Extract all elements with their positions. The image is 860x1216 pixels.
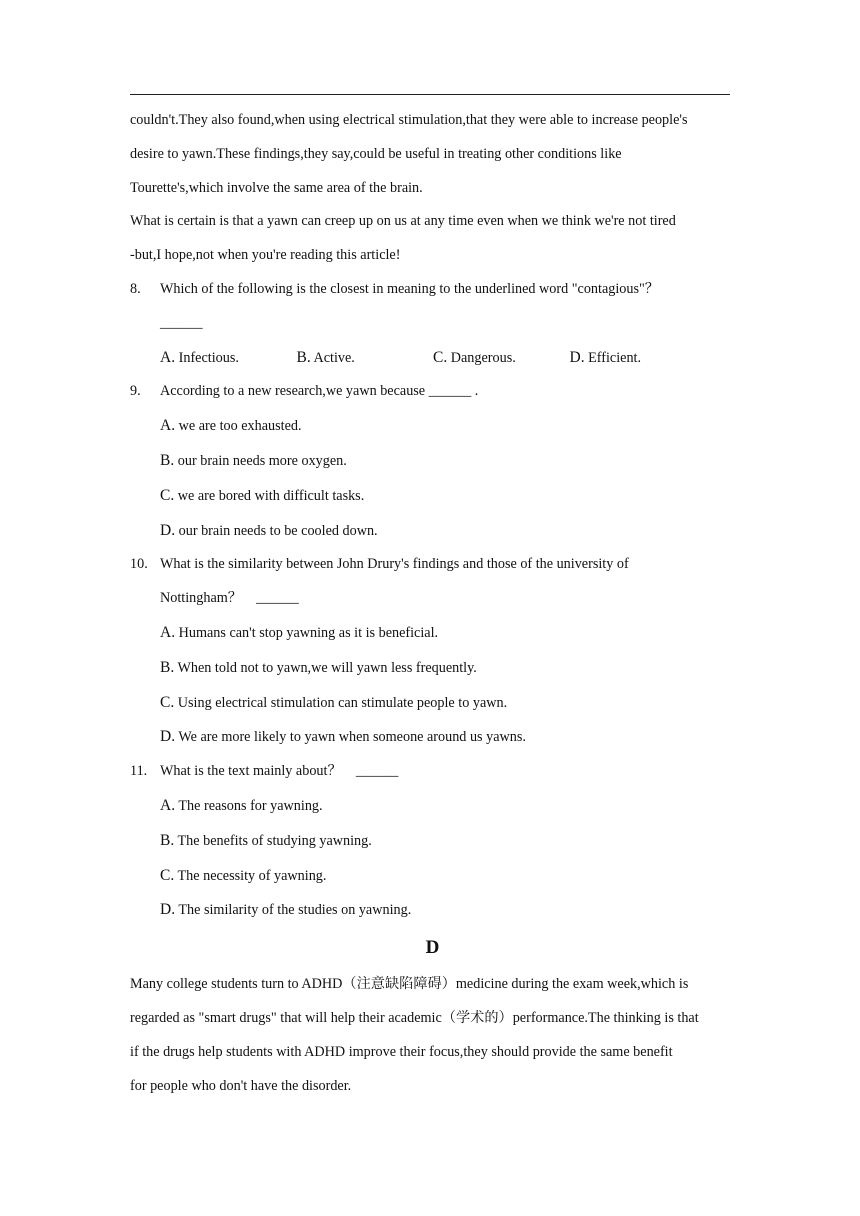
- option-letter: D.: [160, 901, 176, 919]
- option-text: Active.: [310, 349, 355, 366]
- option-c[interactable]: [130, 479, 735, 514]
- header-rule: [130, 94, 730, 95]
- question-text: What is the text mainly about？ ______: [160, 763, 399, 780]
- option-d[interactable]: [130, 720, 735, 755]
- question-text: According to a new research,we yawn because ______ .: [160, 383, 479, 400]
- option-letter: D.: [569, 348, 585, 366]
- answer-blank: ______: [160, 314, 203, 331]
- option-a[interactable]: [130, 789, 735, 824]
- option-text: When told not to yawn,we will yawn less frequently.: [174, 659, 477, 676]
- option-b[interactable]: [130, 824, 735, 859]
- section-heading: D: [425, 937, 440, 959]
- question-number: 10.: [130, 556, 148, 573]
- option-text: The reasons for yawning.: [175, 797, 323, 814]
- option-letter: D.: [160, 521, 176, 539]
- option-text: The necessity of yawning.: [174, 867, 327, 884]
- option-text: Dangerous.: [447, 349, 516, 366]
- option-c[interactable]: [130, 686, 735, 721]
- option-letter: B.: [160, 451, 175, 469]
- page-content: [130, 104, 735, 1103]
- option-letter: B.: [160, 831, 175, 849]
- passage-line: regarded as "smart drugs" that will help their academic（学术的）performance.The thinking is that: [130, 1009, 699, 1026]
- passage-line: if the drugs help students with ADHD improve their focus,they should provide the same benefit: [130, 1043, 673, 1060]
- section-d: [130, 928, 735, 1103]
- option-letter: A.: [160, 796, 176, 814]
- option-text: The similarity of the studies on yawning.: [175, 902, 412, 919]
- option-letter: A.: [160, 348, 176, 366]
- option-d[interactable]: [130, 893, 735, 928]
- option-letter: C.: [160, 866, 175, 884]
- passage-line: Many college students turn to ADHD（注意缺陷障碍）medicine during the exam week,which is: [130, 976, 689, 993]
- passage-continuation: [130, 104, 735, 273]
- option-text: Humans can't stop yawning as it is beneficial.: [175, 624, 439, 641]
- question-text: Which of the following is the closest in meaning to the underlined word "contagious"？: [160, 280, 659, 297]
- option-text: Using electrical stimulation can stimulate people to yawn.: [174, 694, 508, 711]
- question-number: 11.: [130, 763, 148, 780]
- passage-line: couldn't.They also found,when using electrical stimulation,that they were able to increase people's: [130, 112, 688, 128]
- option-letter: A.: [160, 623, 176, 641]
- question-number: 9.: [130, 383, 141, 400]
- option-text: our brain needs to be cooled down.: [175, 522, 378, 539]
- question-11: [130, 755, 735, 928]
- option-b[interactable]: [130, 444, 735, 479]
- question-9: [130, 375, 735, 548]
- option-letter: C.: [160, 693, 175, 711]
- options-row: [130, 341, 735, 376]
- option-a[interactable]: [130, 409, 735, 444]
- option-letter: B.: [296, 348, 311, 366]
- option-letter: D.: [160, 728, 176, 746]
- option-letter: B.: [160, 658, 175, 676]
- option-a[interactable]: [160, 341, 297, 376]
- option-text: Efficient.: [584, 349, 642, 366]
- passage-line: What is certain is that a yawn can creep up on us at any time even when we think we're not tired: [130, 213, 676, 230]
- option-text: we are too exhausted.: [175, 418, 302, 435]
- option-text: Infectious.: [175, 349, 239, 366]
- passage-line: Tourette's,which involve the same area of the brain.: [130, 179, 423, 196]
- passage-line: for people who don't have the disorder.: [130, 1077, 352, 1094]
- option-letter: C.: [433, 348, 448, 366]
- question-text: What is the similarity between John Drury's findings and those of the university of: [160, 556, 629, 573]
- option-letter: C.: [160, 486, 175, 504]
- passage-line: desire to yawn.These findings,they say,could be useful in treating other conditions like: [130, 145, 622, 162]
- option-d[interactable]: [570, 341, 707, 376]
- question-number: 8.: [130, 280, 141, 297]
- question-8: [130, 273, 735, 375]
- question-10: [130, 548, 735, 755]
- option-text: The benefits of studying yawning.: [174, 832, 372, 849]
- option-text: we are bored with difficult tasks.: [174, 487, 365, 504]
- option-text: We are more likely to yawn when someone around us yawns.: [175, 729, 526, 746]
- option-text: our brain needs more oxygen.: [174, 452, 347, 469]
- option-b[interactable]: [297, 341, 434, 376]
- option-c[interactable]: [433, 341, 570, 376]
- option-c[interactable]: [130, 859, 735, 894]
- option-b[interactable]: [130, 651, 735, 686]
- option-letter: A.: [160, 417, 176, 435]
- question-text-continued: Nottingham？ ______: [160, 590, 299, 607]
- option-d[interactable]: [130, 514, 735, 549]
- option-a[interactable]: [130, 616, 735, 651]
- passage-line: -but,I hope,not when you're reading this article!: [130, 247, 401, 264]
